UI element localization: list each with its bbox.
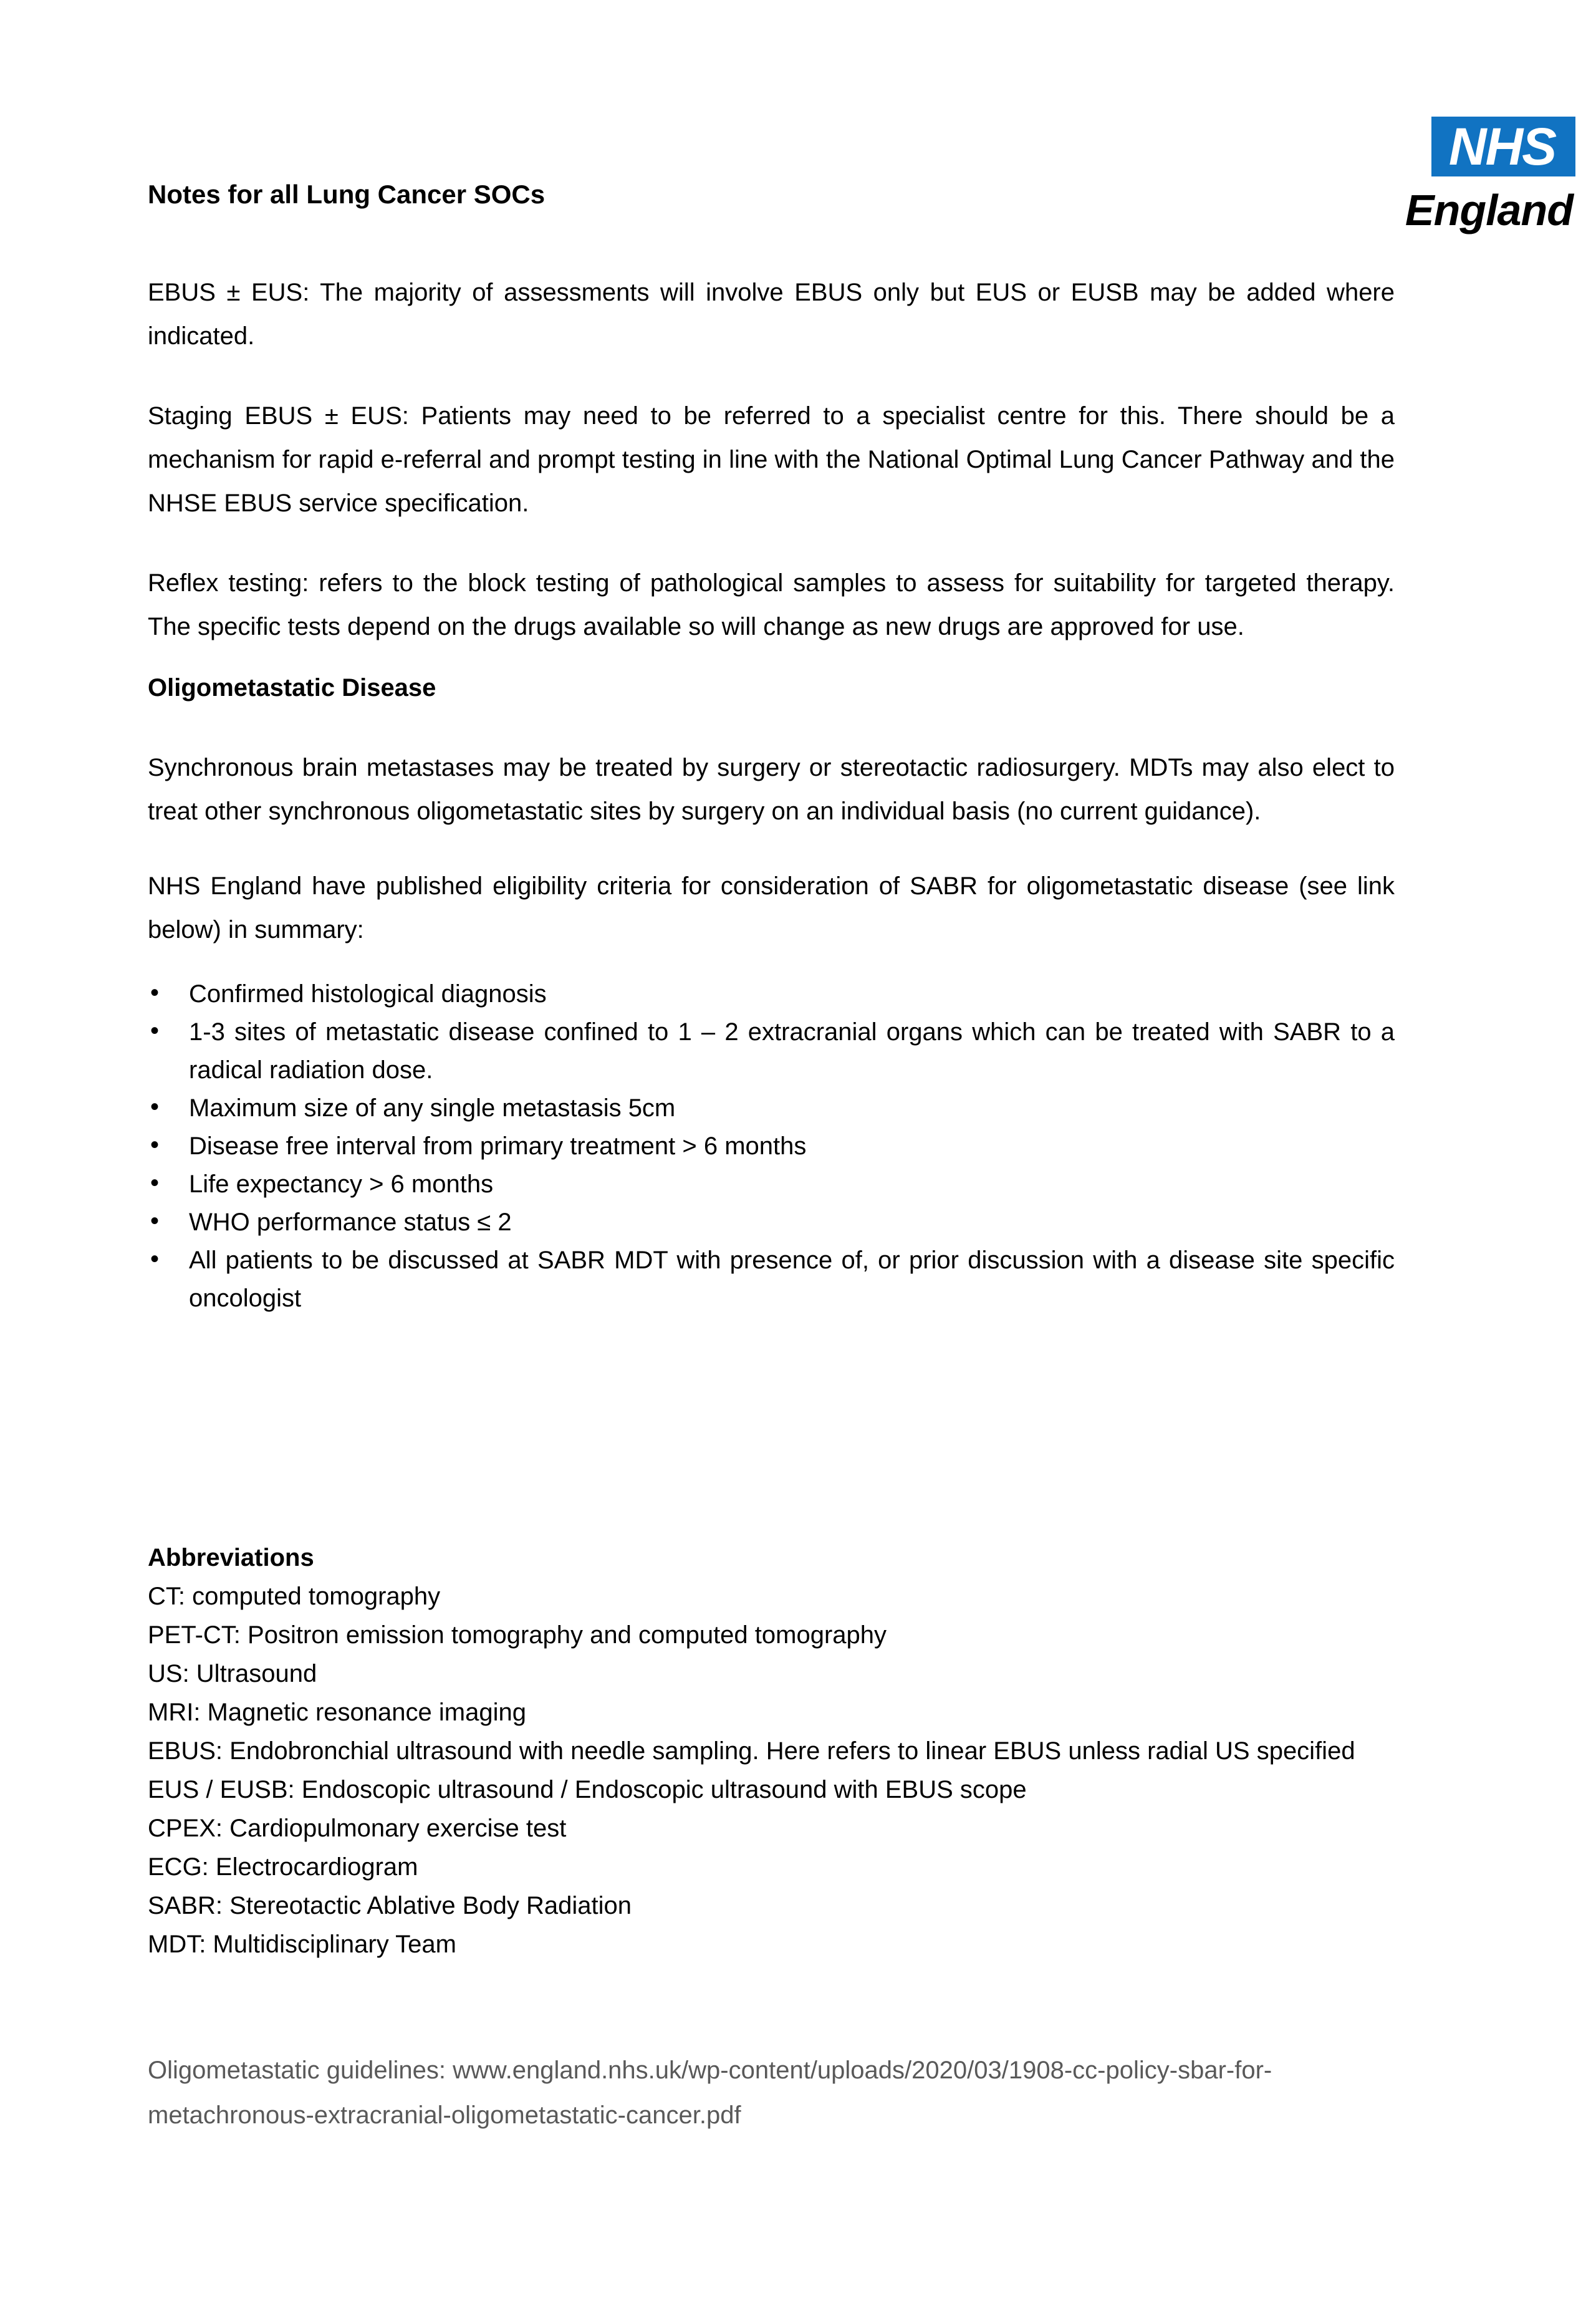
paragraph-nhs-england-eligibility: NHS England have published eligibility criteria for consideration of SABR for oligometastatic disease (see link below) in summary: (148, 872, 1395, 943)
bullet-item-histological-diagnosis (148, 975, 1395, 1013)
eligibility-bullet-list (148, 975, 1395, 1318)
nhs-logo-acronym: NHS (1448, 117, 1556, 176)
bullet-item-life-expectancy (148, 1165, 1395, 1204)
section-heading-oligometastatic-disease: Oligometastatic Disease (148, 674, 436, 702)
page-title: Notes for all Lung Cancer SOCs (148, 180, 546, 209)
bullet-icon: • (150, 1207, 160, 1235)
abbreviations-heading: Abbreviations (148, 1544, 314, 1571)
bullet-icon: • (150, 1245, 160, 1273)
nhs-logo-box (1431, 117, 1575, 176)
paragraph-reflex-testing: Reflex testing: refers to the block testing of pathological samples to assess for suitability for targeted therapy. The specific tests depend on the drugs available so will change as new drugs are approved for use. (148, 569, 1395, 640)
abbreviation-item-eus-eusb: EUS / EUSB: Endoscopic ultrasound / Endoscopic ultrasound with EBUS scope (148, 1776, 1027, 1803)
abbreviations-list (148, 1577, 1395, 1964)
bullet-icon: • (150, 1169, 160, 1197)
nhs-logo-org-label: England (1405, 186, 1573, 234)
bullet-item-label: Maximum size of any single metastasis 5cm (189, 1094, 676, 1122)
bullet-item-label: Confirmed histological diagnosis (189, 980, 547, 1008)
bullet-item-sabr-mdt-discussion (148, 1242, 1395, 1318)
bullet-item-who-performance-status (148, 1204, 1395, 1242)
paragraph-ebus-eus: EBUS ± EUS: The majority of assessments will involve EBUS only but EUS or EUSB may be added where indicated. (148, 279, 1395, 350)
paragraph-staging-ebus: Staging EBUS ± EUS: Patients may need to be referred to a specialist centre for this. There should be a mechanism for rapid e-referral and prompt testing in line with the National Optimal Lung Cancer Pathway and the NHSE EBUS service specification. (148, 402, 1395, 517)
bullet-item-label: WHO performance status ≤ 2 (189, 1208, 512, 1236)
bullet-icon: • (150, 979, 160, 1006)
bullet-item-label: All patients to be discussed at SABR MDT with presence of, or prior discussion with a disease site specific oncologist (189, 1247, 1395, 1312)
nhs-england-logo (1405, 117, 1575, 236)
bullet-icon: • (150, 1017, 160, 1044)
abbreviation-item-mri: MRI: Magnetic resonance imaging (148, 1699, 526, 1726)
abbreviation-item-mdt: MDT: Multidisciplinary Team (148, 1931, 456, 1958)
footer-guidelines-link: Oligometastatic guidelines: www.england.nhs.uk/wp-content/uploads/2020/03/1908-cc-policy-sbar-for-metachronous-extracranial-oligometastatic-cancer.pdf (148, 2057, 1272, 2129)
bullet-item-label: Life expectancy > 6 months (189, 1170, 494, 1198)
abbreviation-item-ct: CT: computed tomography (148, 1583, 441, 1610)
bullet-icon: • (150, 1093, 160, 1121)
abbreviation-item-ebus: EBUS: Endobronchial ultrasound with needle sampling. Here refers to linear EBUS unless radial US specified (148, 1737, 1355, 1765)
bullet-item-label: 1-3 sites of metastatic disease confined to 1 – 2 extracranial organs which can be treated with SABR to a radical radiation dose. (189, 1018, 1395, 1084)
bullet-item-maximum-size (148, 1089, 1395, 1127)
abbreviation-item-cpex: CPEX: Cardiopulmonary exercise test (148, 1815, 567, 1842)
abbreviation-item-pet-ct: PET-CT: Positron emission tomography and computed tomography (148, 1621, 887, 1649)
abbreviation-item-ecg: ECG: Electrocardiogram (148, 1853, 418, 1881)
document-page (148, 0, 1395, 2138)
abbreviation-item-sabr: SABR: Stereotactic Ablative Body Radiation (148, 1892, 632, 1919)
paragraph-synchronous-brain-metastases: Synchronous brain metastases may be treated by surgery or stereotactic radiosurgery. MDTs may also elect to treat other synchronous oligometastatic sites by surgery on an individual basis (no current guidance). (148, 754, 1395, 825)
bullet-item-disease-free-interval (148, 1127, 1395, 1165)
bullet-icon: • (150, 1131, 160, 1159)
abbreviation-item-us: US: Ultrasound (148, 1660, 317, 1687)
bullet-item-label: Disease free interval from primary treatment > 6 months (189, 1132, 807, 1160)
bullet-item-metastatic-sites (148, 1013, 1395, 1089)
